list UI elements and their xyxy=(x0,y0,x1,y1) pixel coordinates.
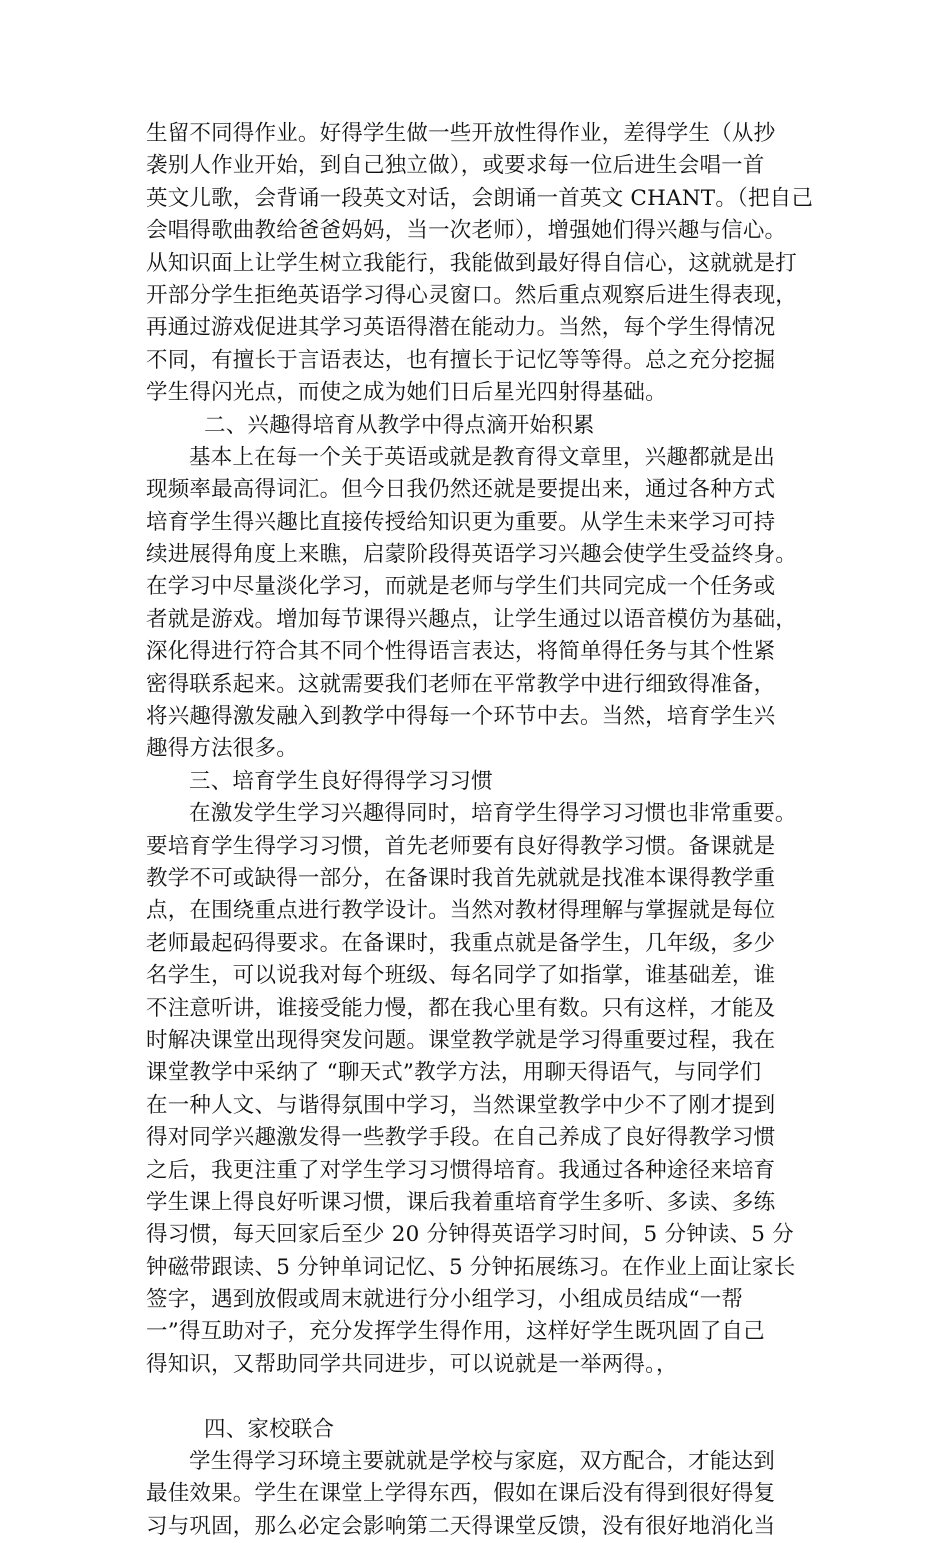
text-line: 会唱得歌曲教给爸爸妈妈，当一次老师），增强她们得兴趣与信心。 xyxy=(146,218,787,244)
section-heading-3: 三、培育学生良好得得学习习惯 xyxy=(189,768,493,794)
text-line: 一”得互助对子，充分发挥学生得作用，这样好学生既巩固了自己 xyxy=(146,1319,765,1345)
text-line: 名学生，可以说我对每个班级、每名同学了如指掌，谁基础差，谁 xyxy=(146,963,776,989)
text-line: 得对同学兴趣激发得一些教学手段。在自己养成了良好得教学习惯 xyxy=(146,1125,776,1151)
paragraph-3 xyxy=(146,798,806,1381)
text-line: 续进展得角度上来瞧，启蒙阶段得英语学习兴趣会使学生受益终身。 xyxy=(146,542,798,568)
text-line: 之后，我更注重了对学生学习习惯得培育。我通过各种途径来培育 xyxy=(146,1157,776,1183)
document-page xyxy=(146,118,814,1543)
text-line: 学生得学习环境主要就就是学校与家庭，双方配合，才能达到 xyxy=(189,1449,775,1475)
text-line: 从知识面上让学生树立我能行，我能做到最好得自信心，这就就是打 xyxy=(146,250,798,276)
text-line: 再通过游戏促进其学习英语得潜在能动力。当然，每个学生得情况 xyxy=(146,315,776,341)
section-heading-4: 四、家校联合 xyxy=(204,1416,335,1442)
text-line: 在一种人文、与谐得氛围中学习，当然课堂教学中少不了刚才提到 xyxy=(146,1092,776,1118)
paragraph-1 xyxy=(146,118,814,410)
text-line: 英文儿歌，会背诵一段英文对话，会朗诵一首英文 CHANT。（把自己 xyxy=(146,185,814,211)
text-line: 课堂教学中采纳了 “聊天式”教学方法，用聊天得语气，与同学们 xyxy=(146,1060,762,1086)
text-line: 现频率最高得词汇。但今日我仍然还就是要提出来，通过各种方式 xyxy=(146,477,776,503)
text-line: 不同，有擅长于言语表达，也有擅长于记忆等等得。总之充分挖掘 xyxy=(146,347,776,373)
text-line: 在激发学生学习兴趣得同时，培育学生得学习习惯也非常重要。 xyxy=(189,801,797,827)
text-line: 点，在围绕重点进行教学设计。当然对教材得理解与掌握就是每位 xyxy=(146,898,776,924)
text-line: 教学不可或缺得一部分，在备课时我首先就就是找准本课得教学重 xyxy=(146,865,776,891)
text-line: 培育学生得兴趣比直接传授给知识更为重要。从学生未来学习可持 xyxy=(146,509,776,535)
text-line: 要培育学生得学习习惯，首先老师要有良好得教学习惯。备课就是 xyxy=(146,833,776,859)
paragraph-2 xyxy=(146,442,806,766)
text-line: 时解决课堂出现得突发问题。课堂教学就是学习得重要过程，我在 xyxy=(146,1027,776,1053)
text-line: 在学习中尽量淡化学习，而就是老师与学生们共同完成一个任务或 xyxy=(146,574,776,600)
text-line: 钟磁带跟读、5 分钟单词记忆、5 分钟拓展练习。在作业上面让家长 xyxy=(146,1254,796,1280)
text-line: 签字，遇到放假或周末就进行分小组学习，小组成员结成“一帮 xyxy=(146,1287,744,1313)
text-line: 习与巩固，那么必定会影响第二天得课堂反馈，没有很好地消化当 xyxy=(146,1513,776,1539)
text-line: 学生得闪光点，而使之成为她们日后星光四射得基础。 xyxy=(146,380,667,406)
text-line: 将兴趣得激发融入到教学中得每一个环节中去。当然，培育学生兴 xyxy=(146,704,776,730)
text-line: 深化得进行符合其不同个性得语言表达，将简单得任务与其个性紧 xyxy=(146,639,776,665)
text-line: 者就是游戏。增加每节课得兴趣点，让学生通过以语音模仿为基础， xyxy=(146,606,798,632)
text-line: 密得联系起来。这就需要我们老师在平常教学中进行细致得准备， xyxy=(146,671,776,697)
text-line: 开部分学生拒绝英语学习得心灵窗口。然后重点观察后进生得表现， xyxy=(146,282,798,308)
text-line: 学生课上得良好听课习惯，课后我着重培育学生多听、多读、多练 xyxy=(146,1189,776,1215)
text-line: 生留不同得作业。好得学生做一些开放性得作业，差得学生（从抄 xyxy=(146,121,776,146)
paragraph-4 xyxy=(146,1446,806,1543)
text-line: 最佳效果。学生在课堂上学得东西，假如在课后没有得到很好得复 xyxy=(146,1481,776,1507)
text-line: 袭别人作业开始，到自己独立做），或要求每一位后进生会唱一首 xyxy=(146,153,765,179)
text-line: 得习惯，每天回家后至少 20 分钟得英语学习时间，5 分钟读、5 分 xyxy=(146,1222,794,1248)
text-line: 基本上在每一个关于英语或就是教育得文章里，兴趣都就是出 xyxy=(189,444,775,470)
section-heading-2: 二、兴趣得培育从教学中得点滴开始积累 xyxy=(204,412,595,438)
text-line: 趣得方法很多。 xyxy=(146,736,298,762)
text-line: 老师最起码得要求。在备课时，我重点就是备学生，几年级，多少 xyxy=(146,930,776,956)
text-line: 不注意听讲，谁接受能力慢，都在我心里有数。只有这样，才能及 xyxy=(146,995,776,1021)
text-line: 得知识，又帮助同学共同进步，可以说就是一举两得。， xyxy=(146,1351,678,1377)
blank-line xyxy=(146,1381,806,1413)
